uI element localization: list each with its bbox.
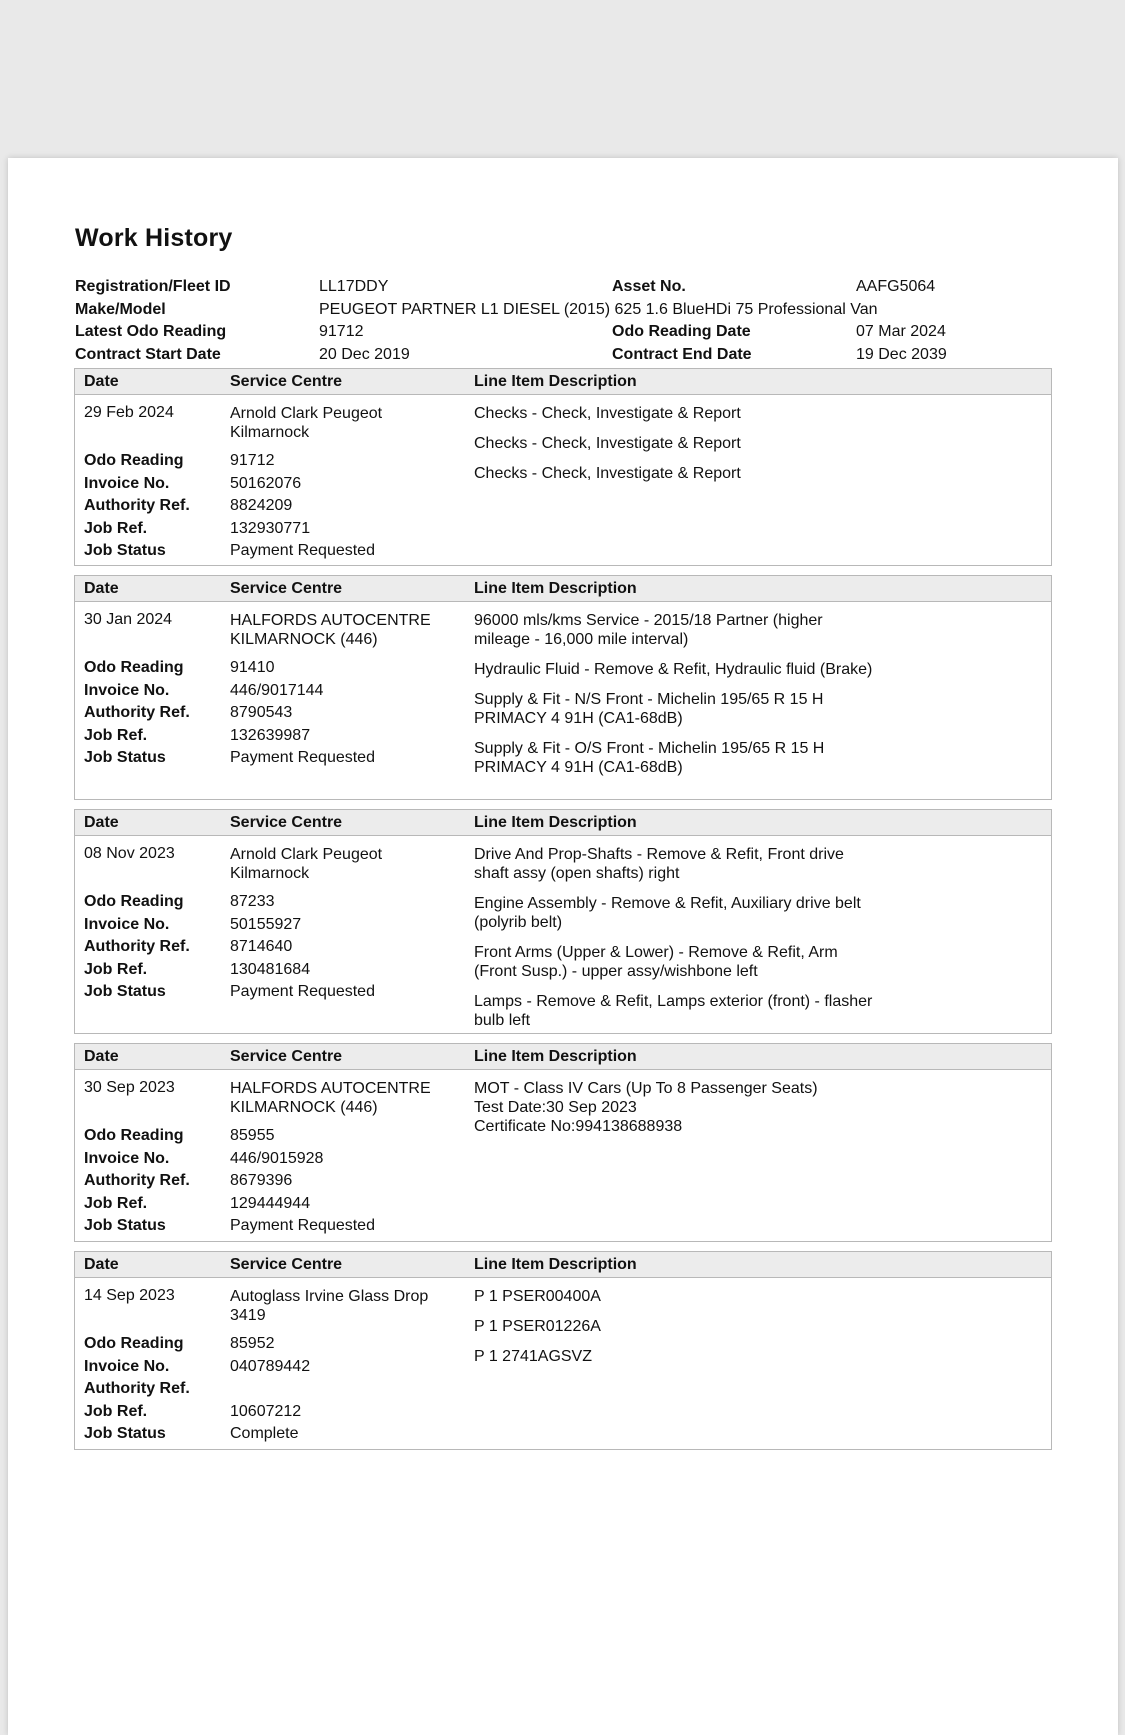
job-ref-label: Job Ref.	[84, 519, 148, 537]
odo-reading-row	[84, 1333, 464, 1356]
job-status-row	[84, 747, 464, 770]
authority-ref-label: Authority Ref.	[84, 704, 190, 721]
line-item: Checks - Check, Investigate & Report	[474, 465, 741, 482]
authority-ref-label: Authority Ref.	[84, 1380, 190, 1397]
record-header	[75, 576, 1051, 602]
authority-ref-value: 8790543	[230, 704, 293, 721]
line-items	[474, 1079, 874, 1136]
column-description: Line Item Description	[474, 1256, 637, 1273]
vehicle-info	[75, 276, 1055, 366]
odo-value: 91712	[319, 323, 364, 340]
odo-date-label: Odo Reading Date	[612, 323, 751, 340]
date-centre-row	[84, 845, 464, 891]
authority-ref-row	[84, 1378, 464, 1401]
line-item: P 1 2741AGSVZ	[474, 1348, 592, 1365]
line-items	[474, 404, 874, 494]
job-ref-value: 130481684	[230, 960, 311, 978]
service-centre-line: Kilmarnock	[230, 424, 310, 441]
line-item: Drive And Prop-Shafts - Remove & Refit, Front drive shaft assy (open shafts) right	[474, 846, 844, 882]
record-date: 29 Feb 2024	[84, 404, 174, 421]
line-item: Engine Assembly - Remove & Refit, Auxiliary drive belt (polyrib belt)	[474, 895, 861, 931]
record-date: 14 Sep 2023	[84, 1287, 175, 1304]
reg-value: LL17DDY	[319, 278, 389, 295]
line-item: Supply & Fit - O/S Front - Michelin 195/65 R 15 H PRIMACY 4 91H (CA1-68dB)	[474, 740, 825, 776]
column-date: Date	[84, 814, 119, 831]
job-status-label: Job Status	[84, 1425, 166, 1442]
line-item: Supply & Fit - N/S Front - Michelin 195/65 R 15 H PRIMACY 4 91H (CA1-68dB)	[474, 691, 824, 727]
invoice-no-label: Invoice No.	[84, 1149, 170, 1167]
date-centre-row	[84, 611, 464, 657]
authority-ref-row	[84, 702, 464, 725]
job-status-row	[84, 981, 464, 1004]
service-centre	[230, 404, 460, 442]
invoice-no-value: 50162076	[230, 474, 302, 492]
record-details	[84, 611, 464, 770]
invoice-no-label: Invoice No.	[84, 1357, 170, 1375]
odo-reading-label: Odo Reading	[84, 659, 184, 676]
contract-end-label: Contract End Date	[612, 345, 752, 363]
odo-reading-row	[84, 450, 464, 473]
odo-reading-row	[84, 1125, 464, 1148]
job-ref-value: 132930771	[230, 519, 311, 537]
odo-reading-value: 91410	[230, 659, 275, 676]
column-description: Line Item Description	[474, 580, 637, 597]
line-items	[474, 845, 874, 1041]
contract-end-value: 19 Dec 2039	[856, 345, 947, 363]
date-centre-row	[84, 1079, 464, 1125]
job-status-row	[84, 1215, 464, 1238]
service-centre	[230, 611, 460, 649]
record-header	[75, 810, 1051, 836]
record-header	[75, 1044, 1051, 1070]
column-description: Line Item Description	[474, 814, 637, 831]
authority-ref-label: Authority Ref.	[84, 497, 190, 514]
odo-reading-label: Odo Reading	[84, 452, 184, 469]
line-item: P 1 PSER00400A	[474, 1288, 601, 1305]
line-item: Checks - Check, Investigate & Report	[474, 405, 741, 422]
invoice-no-row	[84, 1356, 464, 1379]
column-service-centre: Service Centre	[230, 373, 343, 390]
job-status-label: Job Status	[84, 749, 166, 766]
line-item: MOT - Class IV Cars (Up To 8 Passenger Seats)	[474, 1080, 818, 1097]
column-date: Date	[84, 580, 119, 597]
job-ref-label: Job Ref.	[84, 1402, 148, 1420]
reg-label: Registration/Fleet ID	[75, 278, 231, 295]
column-service-centre: Service Centre	[230, 580, 343, 597]
record-date: 08 Nov 2023	[84, 845, 175, 862]
record-date: 30 Sep 2023	[84, 1079, 175, 1096]
odo-reading-value: 85952	[230, 1335, 275, 1352]
line-item: P 1 PSER01226A	[474, 1318, 601, 1335]
line-item: Hydraulic Fluid - Remove & Refit, Hydraulic fluid (Brake)	[474, 661, 873, 678]
authority-ref-value: 8679396	[230, 1172, 293, 1189]
invoice-no-row	[84, 914, 464, 937]
column-description: Line Item Description	[474, 373, 637, 390]
line-item: 96000 mls/kms Service - 2015/18 Partner (higher mileage - 16,000 mile interval)	[474, 612, 823, 648]
work-record-card	[74, 1043, 1052, 1242]
line-items	[474, 1287, 874, 1377]
odo-reading-row	[84, 891, 464, 914]
page-title: Work History	[75, 224, 233, 252]
job-ref-row	[84, 959, 464, 982]
invoice-no-label: Invoice No.	[84, 474, 170, 492]
line-item: Front Arms (Upper & Lower) - Remove & Refit, Arm (Front Susp.) - upper assy/wishbone left	[474, 944, 838, 980]
service-centre-line: KILMARNOCK (446)	[230, 631, 378, 648]
job-ref-row	[84, 1193, 464, 1216]
job-status-label: Job Status	[84, 542, 166, 559]
service-centre-line: Arnold Clark Peugeot	[230, 405, 383, 422]
odo-label: Latest Odo Reading	[75, 323, 227, 340]
invoice-no-value: 040789442	[230, 1357, 311, 1375]
invoice-no-value: 446/9015928	[230, 1149, 324, 1167]
record-date: 30 Jan 2024	[84, 611, 173, 628]
column-service-centre: Service Centre	[230, 814, 343, 831]
make-value: PEUGEOT PARTNER L1 DIESEL (2015) 625 1.6 BlueHDi 75 Professional Van	[319, 300, 878, 318]
line-items	[474, 611, 874, 788]
service-centre	[230, 1287, 460, 1325]
job-status-value: Payment Requested	[230, 542, 375, 559]
service-centre-line: Arnold Clark Peugeot	[230, 846, 383, 863]
authority-ref-value: 8824209	[230, 497, 293, 514]
make-label: Make/Model	[75, 300, 166, 318]
record-header	[75, 1252, 1051, 1278]
authority-ref-label: Authority Ref.	[84, 1172, 190, 1189]
job-ref-label: Job Ref.	[84, 960, 148, 978]
authority-ref-row	[84, 495, 464, 518]
odo-reading-label: Odo Reading	[84, 893, 184, 910]
work-record-card	[74, 809, 1052, 1034]
record-details	[84, 404, 464, 563]
job-ref-row	[84, 518, 464, 541]
odo-reading-label: Odo Reading	[84, 1127, 184, 1144]
column-date: Date	[84, 1256, 119, 1273]
job-ref-label: Job Ref.	[84, 1194, 148, 1212]
service-centre	[230, 1079, 460, 1117]
odo-date-value: 07 Mar 2024	[856, 323, 946, 340]
job-ref-row	[84, 725, 464, 748]
invoice-no-value: 50155927	[230, 915, 302, 933]
invoice-no-row	[84, 1148, 464, 1171]
work-record-card	[74, 368, 1052, 566]
authority-ref-label: Authority Ref.	[84, 938, 190, 955]
record-details	[84, 1079, 464, 1238]
asset-value: AAFG5064	[856, 278, 936, 295]
authority-ref-value: 8714640	[230, 938, 293, 955]
job-ref-value: 129444944	[230, 1194, 311, 1212]
service-centre-line: Kilmarnock	[230, 865, 310, 882]
work-record-card	[74, 1251, 1052, 1450]
document-page	[8, 158, 1118, 1735]
job-status-value: Complete	[230, 1425, 299, 1442]
record-header	[75, 369, 1051, 395]
job-ref-label: Job Ref.	[84, 726, 148, 744]
line-item: Certificate No:994138688938	[474, 1118, 683, 1135]
odo-reading-label: Odo Reading	[84, 1335, 184, 1352]
invoice-no-label: Invoice No.	[84, 681, 170, 699]
record-details	[84, 1287, 464, 1446]
odo-reading-value: 87233	[230, 893, 275, 910]
column-service-centre: Service Centre	[230, 1048, 343, 1065]
authority-ref-row	[84, 936, 464, 959]
asset-label: Asset No.	[612, 278, 686, 295]
invoice-no-value: 446/9017144	[230, 681, 324, 699]
job-ref-value: 10607212	[230, 1402, 302, 1420]
contract-start-value: 20 Dec 2019	[319, 345, 410, 363]
service-centre-line: 3419	[230, 1307, 266, 1324]
service-centre-line: HALFORDS AUTOCENTRE	[230, 612, 431, 629]
line-item: Test Date:30 Sep 2023	[474, 1099, 637, 1116]
column-date: Date	[84, 1048, 119, 1065]
column-service-centre: Service Centre	[230, 1256, 343, 1273]
work-record-card	[74, 575, 1052, 800]
job-status-label: Job Status	[84, 1217, 166, 1234]
invoice-no-row	[84, 473, 464, 496]
invoice-no-label: Invoice No.	[84, 915, 170, 933]
authority-ref-row	[84, 1170, 464, 1193]
odo-reading-value: 85955	[230, 1127, 275, 1144]
job-status-row	[84, 1423, 464, 1446]
job-status-value: Payment Requested	[230, 1217, 375, 1234]
line-item: Lamps - Remove & Refit, Lamps exterior (front) - flasher bulb left	[474, 993, 873, 1029]
date-centre-row	[84, 1287, 464, 1333]
job-ref-row	[84, 1401, 464, 1424]
invoice-no-row	[84, 680, 464, 703]
record-details	[84, 845, 464, 1004]
job-status-value: Payment Requested	[230, 983, 375, 1000]
service-centre	[230, 845, 460, 883]
service-centre-line: HALFORDS AUTOCENTRE	[230, 1080, 431, 1097]
job-status-value: Payment Requested	[230, 749, 375, 766]
odo-reading-value: 91712	[230, 452, 275, 469]
line-item: Checks - Check, Investigate & Report	[474, 435, 741, 452]
job-status-row	[84, 540, 464, 563]
service-centre-line: Autoglass Irvine Glass Drop	[230, 1288, 429, 1305]
column-date: Date	[84, 373, 119, 390]
date-centre-row	[84, 404, 464, 450]
job-ref-value: 132639987	[230, 726, 311, 744]
contract-start-label: Contract Start Date	[75, 345, 221, 363]
job-status-label: Job Status	[84, 983, 166, 1000]
column-description: Line Item Description	[474, 1048, 637, 1065]
service-centre-line: KILMARNOCK (446)	[230, 1099, 378, 1116]
odo-reading-row	[84, 657, 464, 680]
